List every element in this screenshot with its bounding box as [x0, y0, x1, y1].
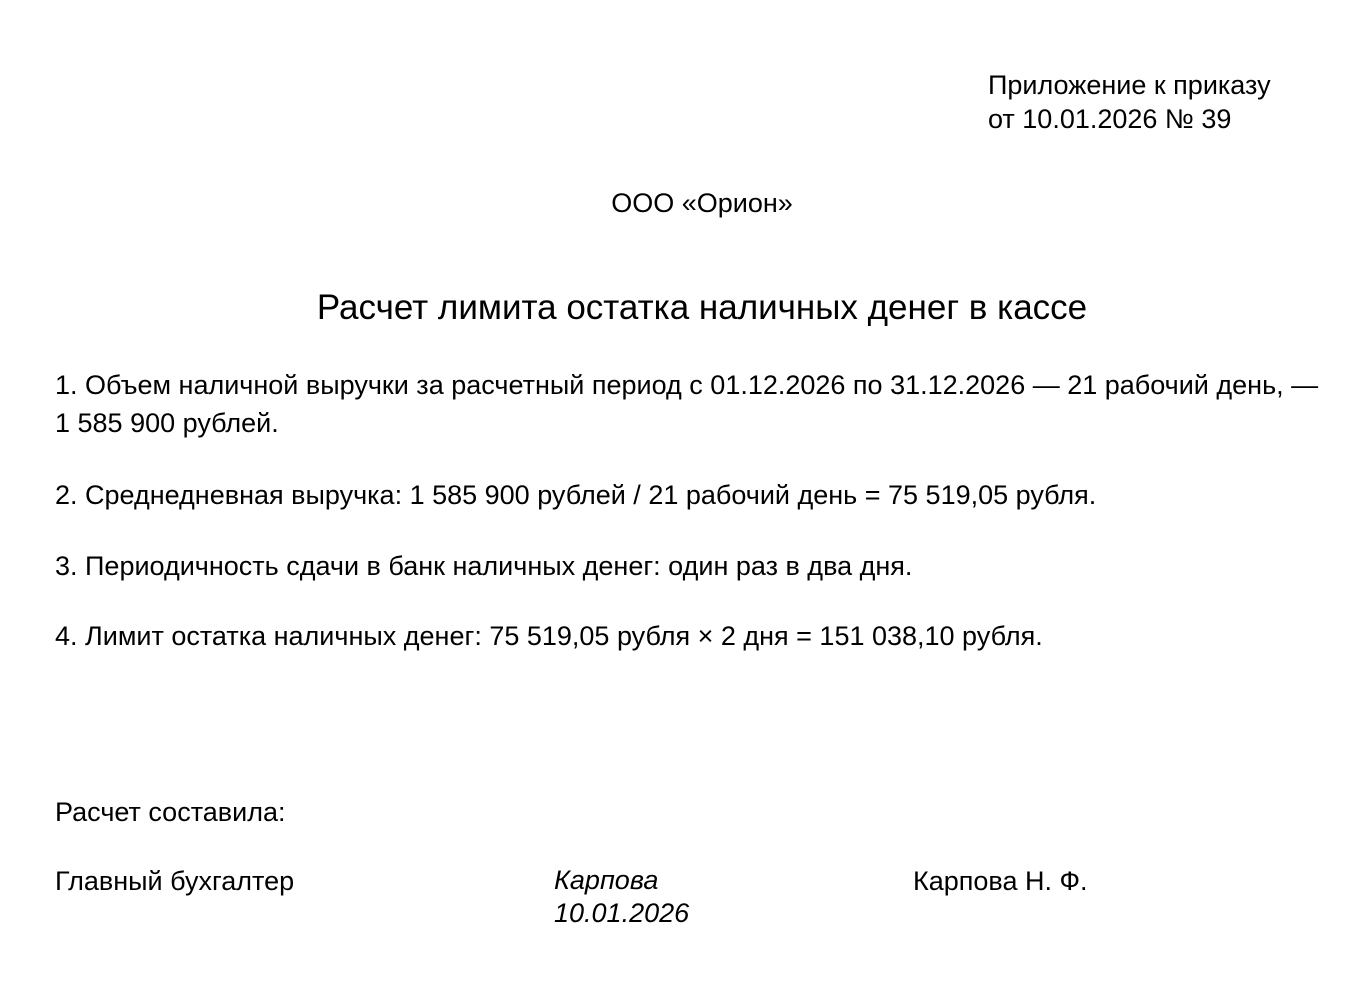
calculation-item-3: 3. Периодичность сдачи в банк наличных денег: один раз в два дня. [55, 551, 913, 581]
appendix-line-1: Приложение к приказу [988, 70, 1271, 100]
calculation-item-1: 1. Объем наличной выручки за расчетный период с 01.12.2026 по 31.12.2026 — 21 рабочий день, — 1 585 900 рублей. [55, 370, 1319, 438]
signature-date: 10.01.2026 [554, 898, 690, 928]
signature-block [554, 864, 689, 930]
signer-name: Карпова Н. Ф. [913, 866, 1088, 896]
organization-name: ООО «Орион» [611, 188, 793, 218]
calculation-item-2: 2. Среднедневная выручка: 1 585 900 рублей / 21 рабочий день = 75 519,05 рубля. [55, 480, 1097, 510]
appendix-line-2: от 10.01.2026 № 39 [988, 104, 1232, 134]
calculation-item-4: 4. Лимит остатка наличных денег: 75 519,05 рубля × 2 дня = 151 038,10 рубля. [55, 621, 1043, 651]
document-title: Расчет лимита остатка наличных денег в кассе [316, 288, 1088, 327]
signature: Карпова [554, 865, 659, 895]
signer-position: Главный бухгалтер [55, 866, 295, 896]
prepared-by-label: Расчет составила: [55, 797, 286, 827]
appendix-header [988, 68, 1271, 136]
